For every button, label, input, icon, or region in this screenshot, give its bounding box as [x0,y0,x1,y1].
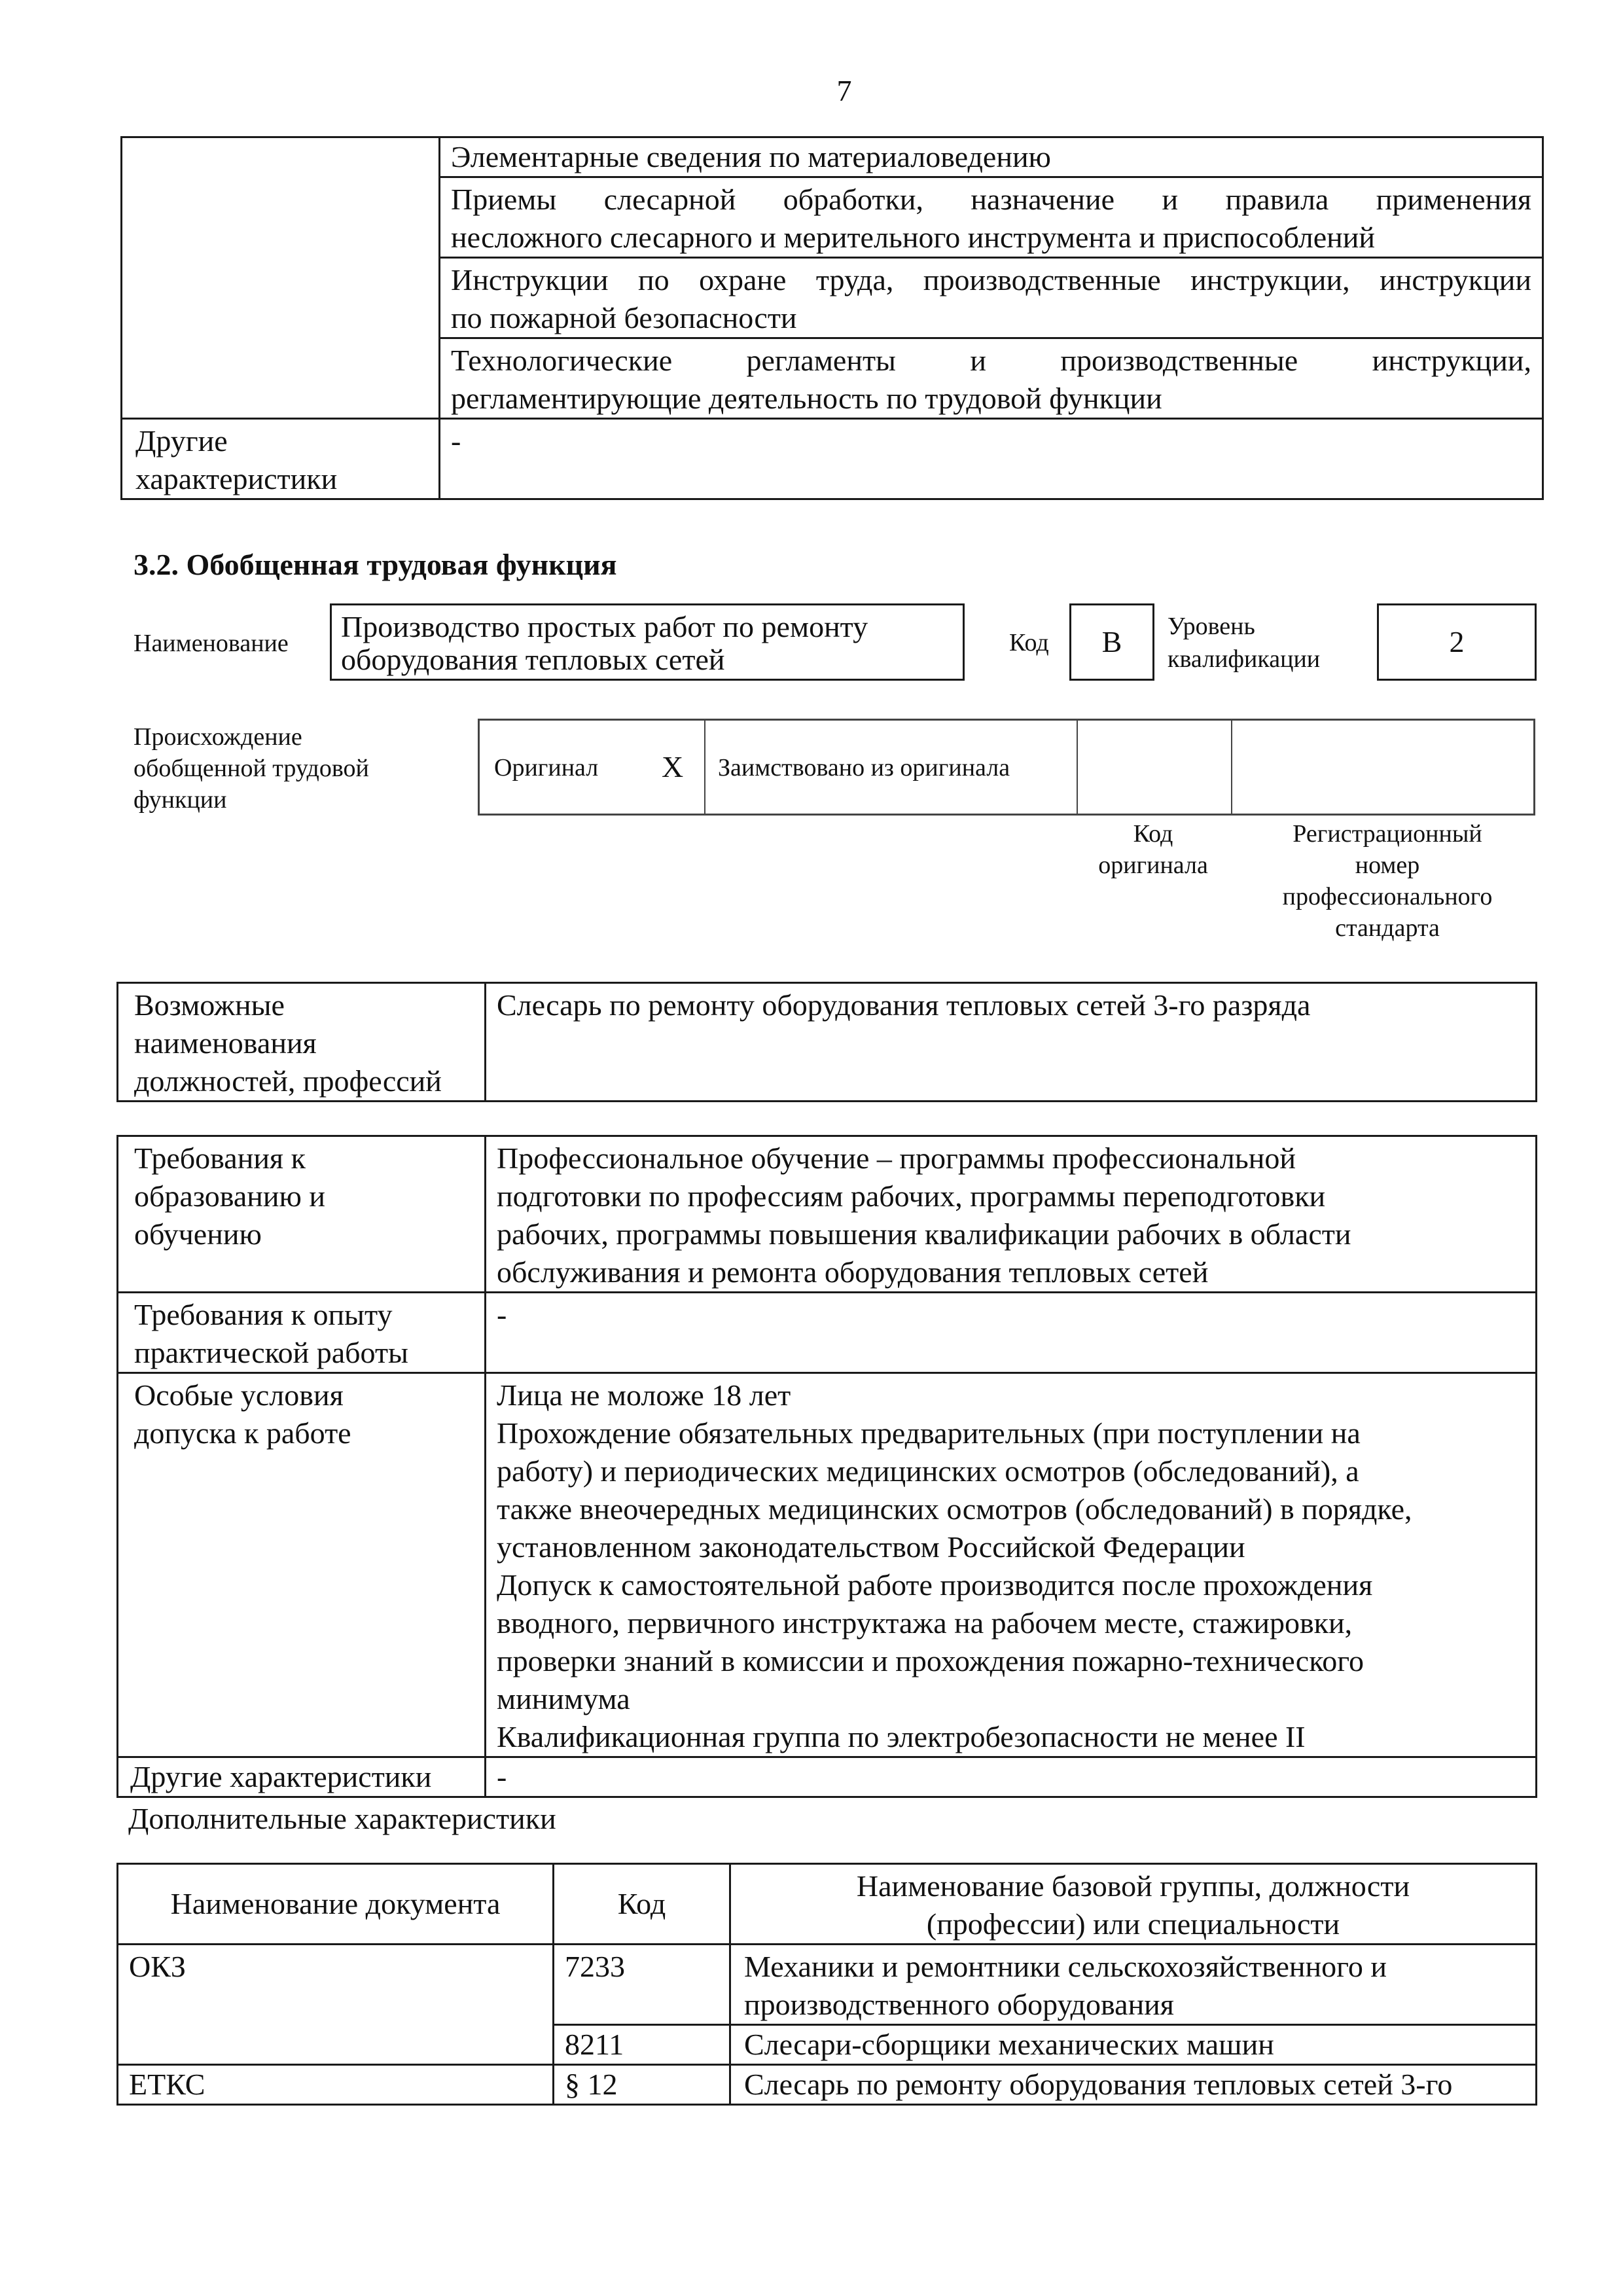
section-title: 3.2. Обобщенная трудовая функция [134,548,617,581]
origin-original-mark: X [662,750,684,783]
origin-divider-1 [704,721,705,814]
code-label: Код [1009,629,1049,656]
top-table-other-value: - [440,419,1543,499]
col-header-name: Наименование базовой группы, должности (профессии) или специальности [730,1864,1537,1945]
level-value: 2 [1449,625,1465,658]
other-characteristics-value: - [486,1757,1537,1797]
experience-value: - [486,1293,1537,1373]
positions-table [116,982,1537,1102]
name-label: Наименование [134,630,289,657]
other-characteristics-label: Другие характеристики [118,1757,486,1797]
experience-label: Требования к опыту практической работы [118,1293,486,1373]
origin-label: Происхождение обобщенной трудовой функции [134,723,369,814]
positions-value: Слесарь по ремонту оборудования тепловых сетей 3-го разряда [486,983,1537,1102]
education-label: Требования к образованию и обучению [118,1136,486,1293]
education-value: Профессиональное обучение – программы профессиональной подготовки по профессиям рабочих, программы переподготовки рабочих, программы повышения квалификации рабочих в области обслуживания и ремонта оборудования тепловых сетей [486,1136,1537,1293]
col-header-document: Наименование документа [118,1864,554,1945]
origin-original-label: Оригинал [494,754,599,781]
origin-code-caption: Код оригинала [1098,820,1208,879]
origin-box [478,719,1535,816]
name-value-line-1: Производство простых работ по ремонту [341,610,868,643]
code-value: B [1101,625,1122,658]
okz-label: ОКЗ [118,1945,554,2065]
okz-name-2: Слесари-сборщики механических машин [730,2025,1537,2065]
col-header-code: Код [554,1864,730,1945]
requirements-table [116,1135,1537,1798]
etks-code: § 12 [554,2065,730,2105]
name-value-box [330,603,965,681]
top-table-row-3: Инструкции по охране труда, производственные инструкции, инструкции по пожарной безопасности [440,258,1543,338]
additional-title: Дополнительные характеристики [128,1802,556,1835]
top-table-row-2: Приемы слесарной обработки, назначение и правила применения несложного слесарного и мерительного инструмента и приспособлений [440,177,1543,258]
top-table-row-1: Элементарные сведения по материаловедению [440,137,1543,177]
origin-borrowed-label: Заимствовано из оригинала [718,754,1010,781]
conditions-label: Особые условия допуска к работе [118,1373,486,1757]
okz-code-2: 8211 [554,2025,730,2065]
okz-name-1: Механики и ремонтники сельскохозяйственного и производственного оборудования [730,1945,1537,2025]
okz-code-1: 7233 [554,1945,730,2025]
top-table [120,136,1544,500]
origin-divider-2 [1077,721,1078,814]
page-number: 7 [836,74,852,107]
origin-divider-3 [1231,721,1232,814]
additional-table [116,1863,1537,2106]
conditions-value: Лица не моложе 18 лет Прохождение обязательных предварительных (при поступлении на работу) и периодических медицинских осмотров (обследований), а также внеочередных медицинских осмотров (обследований) в порядке, установленном законодательством Российской Федерации Допуск к самостоятельной работе производится после прохождения вводного, первичного инструктажа на рабочем месте, стажировки, проверки знаний в комиссии и прохождения пожарно-технического минимума Квалификационная группа по электробезопасности не менее II [486,1373,1537,1757]
top-table-empty-cell [122,137,440,419]
origin-reg-caption: Регистрационный номер профессионального стандарта [1282,820,1493,942]
level-label: Уровень квалификации [1168,613,1321,673]
etks-name: Слесарь по ремонту оборудования тепловых сетей 3-го [730,2065,1537,2105]
etks-label: ЕТКС [118,2065,554,2105]
top-table-row-4: Технологические регламенты и производственные инструкции, регламентирующие деятельность по трудовой функции [440,338,1543,419]
positions-label: Возможные наименования должностей, профессий [118,983,486,1102]
level-value-box [1377,603,1537,681]
code-value-box [1069,603,1154,681]
name-value-line-2: оборудования тепловых сетей [341,643,725,676]
top-table-other-label: Другие характеристики [122,419,440,499]
